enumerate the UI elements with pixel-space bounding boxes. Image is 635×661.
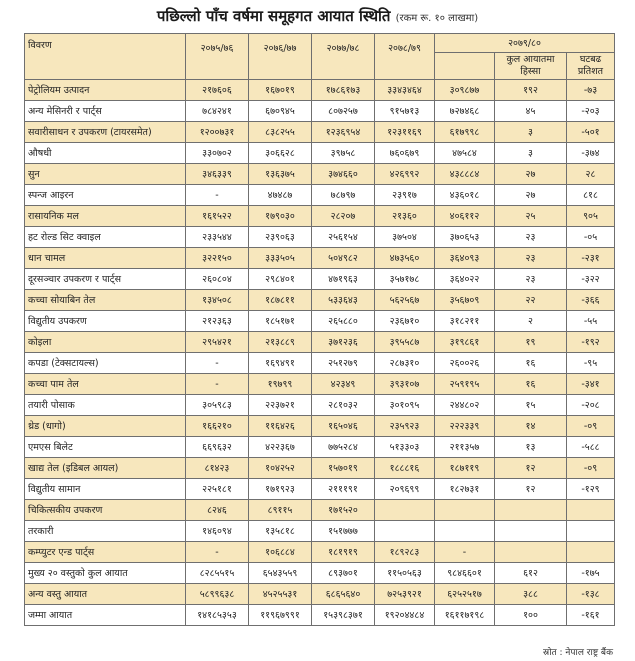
row-value: ३९७५८	[312, 143, 375, 164]
row-value: १४१८५३५३	[186, 605, 249, 626]
row-value: २८	[567, 164, 615, 185]
row-value: ३	[495, 143, 567, 164]
row-value: २१७६०६	[186, 80, 249, 101]
row-value: १००	[495, 605, 567, 626]
row-value: ३०६६२८	[249, 143, 312, 164]
row-value: ३८८	[495, 584, 567, 605]
row-value: ६५४३५५९	[249, 563, 312, 584]
row-value: १६६२१०	[186, 416, 249, 437]
row-value: २३	[495, 269, 567, 290]
row-value: १६१५२२	[186, 206, 249, 227]
row-value: ४२६९९२	[375, 164, 435, 185]
row-value: -	[186, 374, 249, 395]
row-value: ५८९९६३८	[186, 584, 249, 605]
row-value: -१३८	[567, 584, 615, 605]
row-value: -३२२	[567, 269, 615, 290]
row-value: ८९३७०१	[312, 563, 375, 584]
row-value: -	[186, 542, 249, 563]
row-value: १२	[495, 479, 567, 500]
row-value: ३६४०९३	[435, 248, 495, 269]
row-value: २८१०३२	[312, 395, 375, 416]
row-value: २३	[495, 227, 567, 248]
row-value: ६८६५६४०	[312, 584, 375, 605]
table-row	[25, 584, 615, 605]
row-value: १०६८८४	[249, 542, 312, 563]
row-value	[495, 521, 567, 542]
row-label: स्पन्ज आइरन	[25, 185, 186, 206]
row-value: -१७५	[567, 563, 615, 584]
row-value: १२३११६९	[375, 122, 435, 143]
row-value: ८९११५	[249, 500, 312, 521]
row-value: -५०१	[567, 122, 615, 143]
table-row	[25, 605, 615, 626]
row-value: १९२०४४८४	[375, 605, 435, 626]
row-value: १८७८११	[249, 290, 312, 311]
row-value: ७२५३९२१	[375, 584, 435, 605]
row-value: २१३६०	[375, 206, 435, 227]
row-value: २३३५४४	[186, 227, 249, 248]
row-value: २८७३१०	[375, 353, 435, 374]
row-value: १६५०४६	[312, 416, 375, 437]
row-value: २४४८०२	[435, 395, 495, 416]
row-value: ९१५७१३	[375, 101, 435, 122]
row-value: २११३५७	[435, 437, 495, 458]
row-value: १५७०१९	[312, 458, 375, 479]
row-value: १८२७३१	[435, 479, 495, 500]
header-particulars: विवरण	[25, 34, 186, 80]
header-share: कुल आयातमा हिस्सा	[495, 53, 567, 80]
row-value	[567, 521, 615, 542]
row-value: ३१८२११	[435, 311, 495, 332]
table-row	[25, 80, 615, 101]
table-row	[25, 311, 615, 332]
row-label: एमएस बिलेट	[25, 437, 186, 458]
row-value: १६	[495, 374, 567, 395]
row-value	[375, 521, 435, 542]
table-row	[25, 374, 615, 395]
row-value: ३९३१०७	[375, 374, 435, 395]
row-label: मुख्य २० वस्तुको कुल आयात	[25, 563, 186, 584]
row-value: १२००७३१	[186, 122, 249, 143]
row-value: -१९२	[567, 332, 615, 353]
row-value: -२०८	[567, 395, 615, 416]
table-row	[25, 353, 615, 374]
row-value: -०९	[567, 458, 615, 479]
row-value: ३४६३३९	[186, 164, 249, 185]
row-value: २८२०७	[312, 206, 375, 227]
row-value: -७३	[567, 80, 615, 101]
row-value: -३४१	[567, 374, 615, 395]
row-value: ३७४६६०	[312, 164, 375, 185]
table-row	[25, 521, 615, 542]
row-value: -१६१	[567, 605, 615, 626]
row-value: १८७११९	[435, 458, 495, 479]
row-label: धान चामल	[25, 248, 186, 269]
row-value: १७१५२०	[312, 500, 375, 521]
table-body	[25, 80, 615, 626]
row-label: विद्युतीय उपकरण	[25, 311, 186, 332]
row-value: -५८८	[567, 437, 615, 458]
row-value: १२	[495, 458, 567, 479]
row-value: २५६१५४	[312, 227, 375, 248]
row-value: ४५२५५३१	[249, 584, 312, 605]
row-label: जम्मा आयात	[25, 605, 186, 626]
row-value: -३७४	[567, 143, 615, 164]
row-label: कपडा (टेक्सटायल्स)	[25, 353, 186, 374]
title-row	[0, 6, 635, 26]
row-value: १२३६९५४	[312, 122, 375, 143]
row-value: १८५१७१	[249, 311, 312, 332]
row-value: ४३६०१८	[435, 185, 495, 206]
row-value: १३५८१८	[249, 521, 312, 542]
row-value: ५३३६४३	[312, 290, 375, 311]
row-label: कम्प्युटर एन्ड पार्ट्स	[25, 542, 186, 563]
row-value: १८८८१६	[375, 458, 435, 479]
row-value: ४२३४९	[312, 374, 375, 395]
page-title: पछिल्लो पाँच वर्षमा समूहगत आयात स्थिति	[156, 7, 391, 25]
row-value: २९८४०१	[249, 269, 312, 290]
row-value: -२३१	[567, 248, 615, 269]
row-label: दूरसञ्चार उपकरण र पार्ट्स	[25, 269, 186, 290]
table-row	[25, 332, 615, 353]
table-row	[25, 479, 615, 500]
row-value: ३३३५०५	[249, 248, 312, 269]
row-value: २३५९२३	[375, 416, 435, 437]
row-value: २५९१९५	[435, 374, 495, 395]
row-value: १८१९१९	[312, 542, 375, 563]
row-value: २५	[495, 206, 567, 227]
row-value: २२	[495, 290, 567, 311]
row-value: १६७०१९	[249, 80, 312, 101]
row-value: ३९५५८७	[375, 332, 435, 353]
row-value: ६१२	[495, 563, 567, 584]
row-value: २३	[495, 248, 567, 269]
row-value: २२५१८१	[186, 479, 249, 500]
row-value: १३	[495, 437, 567, 458]
row-value: २५१२७९	[312, 353, 375, 374]
header-year-4: २०७८/७९	[375, 34, 435, 80]
table-row	[25, 458, 615, 479]
row-value	[495, 500, 567, 521]
row-value: १४	[495, 416, 567, 437]
row-value: ३०५९८३	[186, 395, 249, 416]
row-value: ३५६७०९	[435, 290, 495, 311]
header-current-year: २०७९/८०	[435, 34, 615, 53]
row-label: खाद्य तेल (इडिबल आयल)	[25, 458, 186, 479]
row-value: ४५	[495, 101, 567, 122]
row-label: सवारीसाधन र उपकरण (टायरसमेत)	[25, 122, 186, 143]
row-value: ३३०७०२	[186, 143, 249, 164]
row-value: ३७१२३६	[312, 332, 375, 353]
row-label: तयारी पोसाक	[25, 395, 186, 416]
row-value: -०९	[567, 416, 615, 437]
table-row	[25, 269, 615, 290]
row-value: २३९०६३	[249, 227, 312, 248]
row-value	[375, 500, 435, 521]
row-value: ५१३३०३	[375, 437, 435, 458]
header-current-amount	[435, 53, 495, 80]
row-value: ४७४८७	[249, 185, 312, 206]
row-value: २३६७१०	[375, 311, 435, 332]
row-value: १९	[495, 332, 567, 353]
row-value: २२२३३९	[435, 416, 495, 437]
row-value: १५३९८३७१	[312, 605, 375, 626]
row-value: १६९४९१	[249, 353, 312, 374]
row-value: ६१७९९८	[435, 122, 495, 143]
row-value: -	[186, 185, 249, 206]
row-value: ११५०५६३	[375, 563, 435, 584]
row-value: -१२९	[567, 479, 615, 500]
row-label: अन्य मेसिनरी र पार्ट्स	[25, 101, 186, 122]
row-value	[435, 521, 495, 542]
row-value: ३०९८७७	[435, 80, 495, 101]
row-value: -	[435, 542, 495, 563]
table-row	[25, 437, 615, 458]
row-value: -९५	[567, 353, 615, 374]
table-row	[25, 185, 615, 206]
row-value: २९५४२१	[186, 332, 249, 353]
row-value: -	[186, 353, 249, 374]
row-value: २१२३६३	[186, 311, 249, 332]
table-row	[25, 122, 615, 143]
table-row	[25, 500, 615, 521]
row-value	[567, 500, 615, 521]
row-label: पेट्रोलियम उत्पादन	[25, 80, 186, 101]
row-value: २०९६९९	[375, 479, 435, 500]
row-value: २२३७२१	[249, 395, 312, 416]
row-value: १३४५०८	[186, 290, 249, 311]
header-change: घटबढ प्रतिशत	[567, 53, 615, 80]
row-value: ९८४६६०१	[435, 563, 495, 584]
row-value: ४३८८८४	[435, 164, 495, 185]
row-label: थ्रेड (धागो)	[25, 416, 186, 437]
row-value: ११६४२६	[249, 416, 312, 437]
row-value: ९०५	[567, 206, 615, 227]
row-value: ८०७२५७	[312, 101, 375, 122]
row-value: २७	[495, 185, 567, 206]
row-label: कच्चा सोयाबिन तेल	[25, 290, 186, 311]
row-value: ४७१९६३	[312, 269, 375, 290]
table-row	[25, 227, 615, 248]
row-value: १९७९९	[249, 374, 312, 395]
row-value	[495, 542, 567, 563]
header-year-1: २०७५/७६	[186, 34, 249, 80]
row-value: ६२५२५१७	[435, 584, 495, 605]
row-value: २	[495, 311, 567, 332]
row-value: ३६४०२२	[435, 269, 495, 290]
row-value: ७७५२८४	[312, 437, 375, 458]
row-value: ७६०६७९	[375, 143, 435, 164]
row-label: चिकित्सकीय उपकरण	[25, 500, 186, 521]
row-value: १०४२५२	[249, 458, 312, 479]
row-label: हट रोल्ड सिट क्वाइल	[25, 227, 186, 248]
row-value: २१११९१	[312, 479, 375, 500]
row-value: -२०३	[567, 101, 615, 122]
row-value: २६००२६	[435, 353, 495, 374]
row-label: सुन	[25, 164, 186, 185]
row-value: १५	[495, 395, 567, 416]
row-value	[567, 542, 615, 563]
table-row	[25, 290, 615, 311]
row-value: १६	[495, 353, 567, 374]
row-value: ७२७४६८	[435, 101, 495, 122]
row-label: अन्य वस्तु आयात	[25, 584, 186, 605]
row-value: १९२	[495, 80, 567, 101]
row-value: १८९२८३	[375, 542, 435, 563]
row-label: रासायनिक मल	[25, 206, 186, 227]
row-value: ६७०९४५	[249, 101, 312, 122]
row-value: ७८७९७	[312, 185, 375, 206]
row-value: ४२२३६७	[249, 437, 312, 458]
unit-note: (रकम रू. १० लाखमा)	[395, 13, 479, 24]
row-label: तरकारी	[25, 521, 186, 542]
row-value: १६११७१९८	[435, 605, 495, 626]
row-value: ३१९८६१	[435, 332, 495, 353]
row-value: २३९१७	[375, 185, 435, 206]
row-value: ५६२५६७	[375, 290, 435, 311]
row-value: ३५७१७८	[375, 269, 435, 290]
row-value: ८१८	[567, 185, 615, 206]
table-row	[25, 542, 615, 563]
row-value: ५०४९८२	[312, 248, 375, 269]
row-label: विद्युतीय सामान	[25, 479, 186, 500]
row-value: ७८४२४१	[186, 101, 249, 122]
table-row	[25, 206, 615, 227]
row-value: १७१९२३	[249, 479, 312, 500]
header-year-3: २०७७/७८	[312, 34, 375, 80]
row-value: ४७५८४	[435, 143, 495, 164]
row-value: १७९०३०	[249, 206, 312, 227]
row-value: ११९६७९९१	[249, 605, 312, 626]
row-value: ३२२१५०	[186, 248, 249, 269]
row-value	[435, 500, 495, 521]
header-year-2: २०७६/७७	[249, 34, 312, 80]
row-label: औषधी	[25, 143, 186, 164]
row-value: -३६६	[567, 290, 615, 311]
row-label: कच्चा पाम तेल	[25, 374, 186, 395]
row-value: ३०१०९५	[375, 395, 435, 416]
row-value: २६५८८०	[312, 311, 375, 332]
row-value: ६६९६३२	[186, 437, 249, 458]
table-row	[25, 164, 615, 185]
import-table	[24, 33, 615, 626]
table-row	[25, 416, 615, 437]
row-value: ३३४३४६४	[375, 80, 435, 101]
source-note: स्रोत : नेपाल राष्ट्र बैंक	[543, 648, 613, 658]
row-value: -५५	[567, 311, 615, 332]
row-value: १५१७७७	[312, 521, 375, 542]
row-value: -०५	[567, 227, 615, 248]
row-value: ३७०६५३	[435, 227, 495, 248]
row-value: ३	[495, 122, 567, 143]
row-value: २६०८०४	[186, 269, 249, 290]
row-value: ८२४६	[186, 500, 249, 521]
row-value: ३७५०४	[375, 227, 435, 248]
row-value: १४६०९४	[186, 521, 249, 542]
row-value: ८१४२३	[186, 458, 249, 479]
table-row	[25, 395, 615, 416]
row-value: ८३८२५५	[249, 122, 312, 143]
table-row	[25, 143, 615, 164]
row-value: ८२८५५१५	[186, 563, 249, 584]
table-row	[25, 101, 615, 122]
row-value: १३६३७५	[249, 164, 312, 185]
row-value: २१३८८९	[249, 332, 312, 353]
row-value: १७८६१७३	[312, 80, 375, 101]
row-value: २७	[495, 164, 567, 185]
row-value: ४०६११२	[435, 206, 495, 227]
table-row	[25, 248, 615, 269]
row-value: ४७३५६०	[375, 248, 435, 269]
table-row	[25, 563, 615, 584]
row-label: कोइला	[25, 332, 186, 353]
